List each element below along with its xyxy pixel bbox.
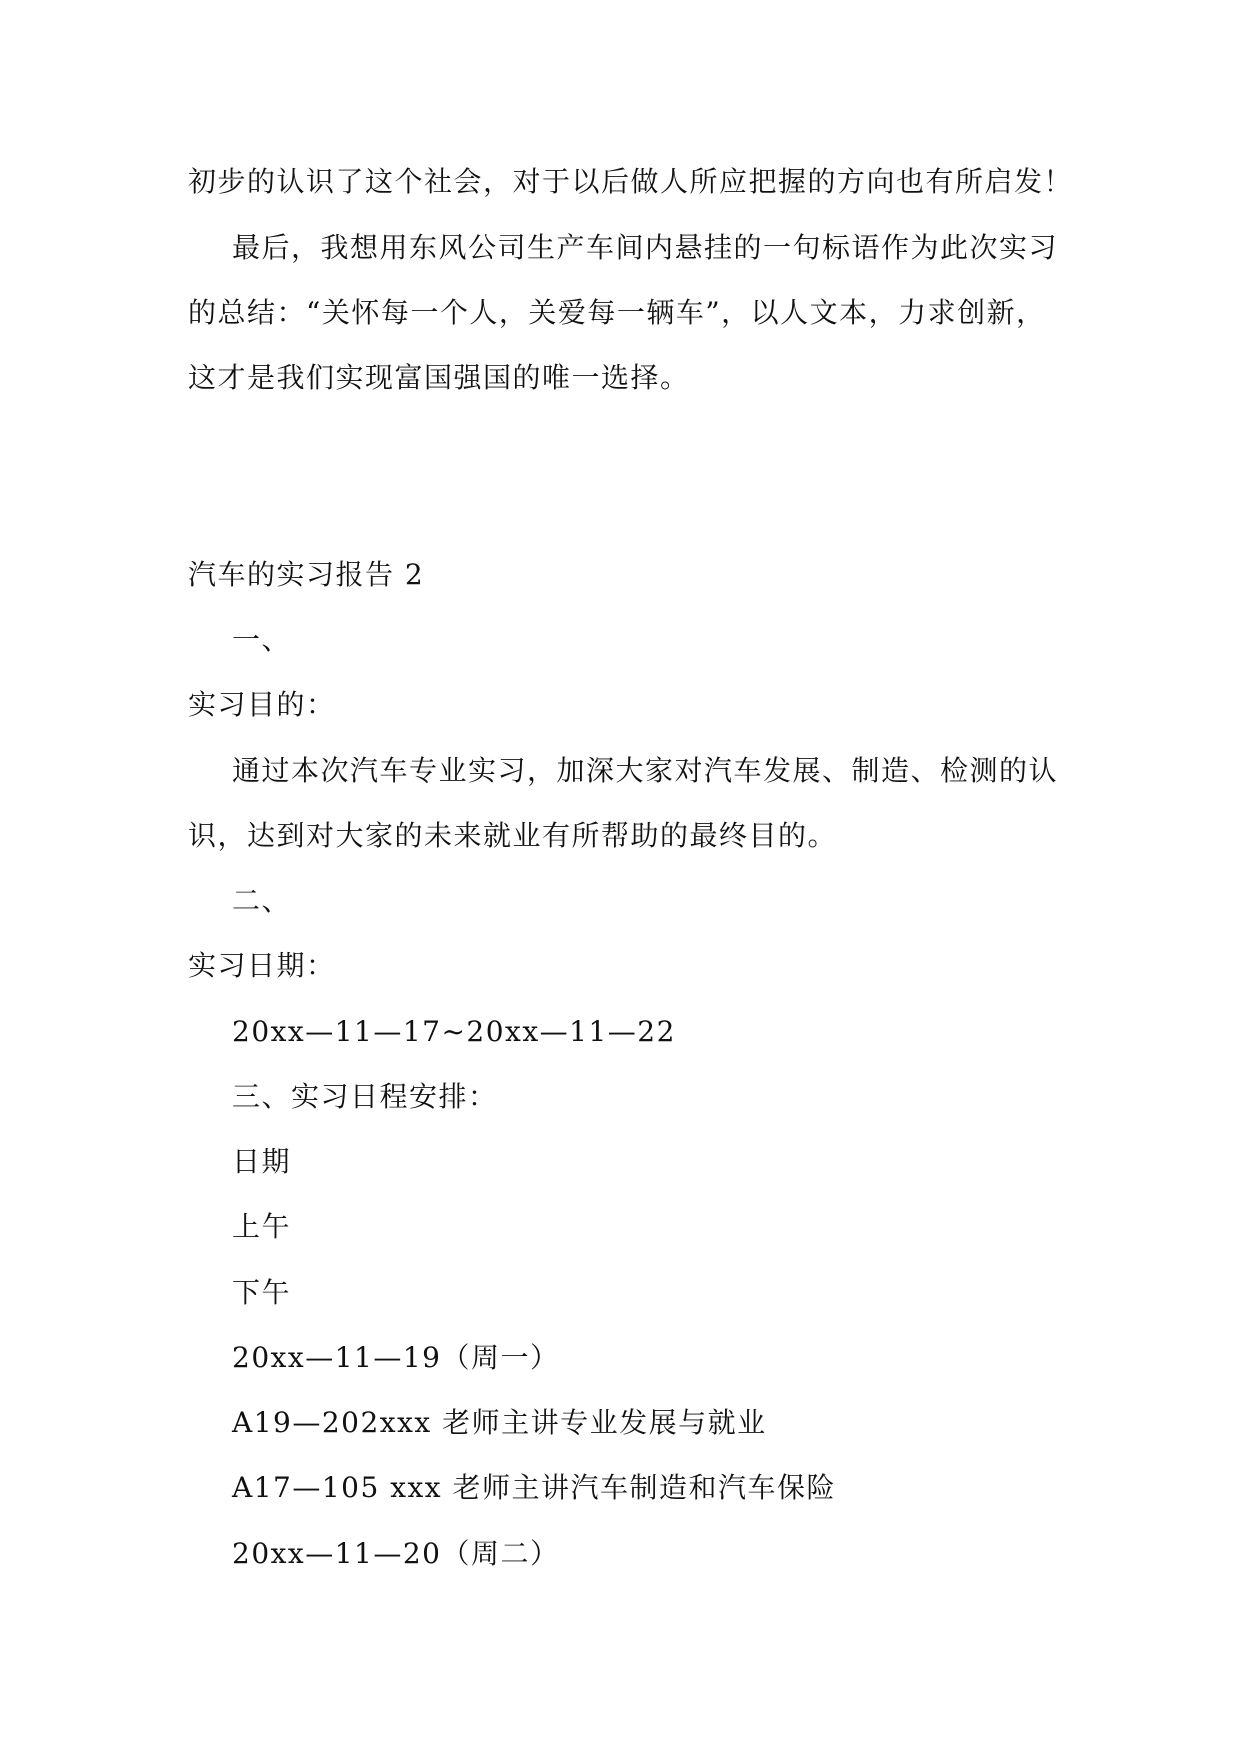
schedule-entry: A17—105 xxx 老师主讲汽车制造和汽车保险 bbox=[232, 1471, 836, 1504]
schedule-date: 20xx—11—20（周二） bbox=[232, 1537, 560, 1570]
paragraph-line: 最后，我想用东风公司生产车间内悬挂的一句标语作为此次实习 bbox=[232, 231, 1059, 264]
schedule-date: 20xx—11—19（周一） bbox=[232, 1341, 560, 1374]
schedule-header-morning: 上午 bbox=[232, 1210, 292, 1243]
schedule-entry: A19—202xxx 老师主讲专业发展与就业 bbox=[232, 1406, 767, 1439]
paragraph-line: 这才是我们实现富国强国的唯一选择。 bbox=[188, 361, 690, 394]
section-number: 一、 bbox=[232, 623, 292, 656]
section-number: 二、 bbox=[232, 884, 292, 917]
section-title: 汽车的实习报告 2 bbox=[188, 558, 425, 591]
schedule-header-date: 日期 bbox=[232, 1145, 292, 1178]
paragraph-line: 的总结：“关怀每一个人，关爱每一辆车”，以人文本，力求创新， bbox=[188, 296, 1046, 329]
schedule-header-afternoon: 下午 bbox=[232, 1276, 292, 1309]
section-heading: 实习目的： bbox=[188, 688, 336, 721]
paragraph-line: 识，达到对大家的未来就业有所帮助的最终目的。 bbox=[188, 819, 838, 852]
section-heading: 实习日期： bbox=[188, 949, 336, 982]
date-range: 20xx—11—17~20xx—11—22 bbox=[232, 1015, 676, 1048]
paragraph-line: 通过本次汽车专业实习，加深大家对汽车发展、制造、检测的认 bbox=[232, 754, 1059, 787]
section-heading: 三、实习日程安排： bbox=[232, 1080, 498, 1113]
paragraph-line: 初步的认识了这个社会，对于以后做人所应把握的方向也有所启发！ bbox=[188, 165, 1074, 198]
